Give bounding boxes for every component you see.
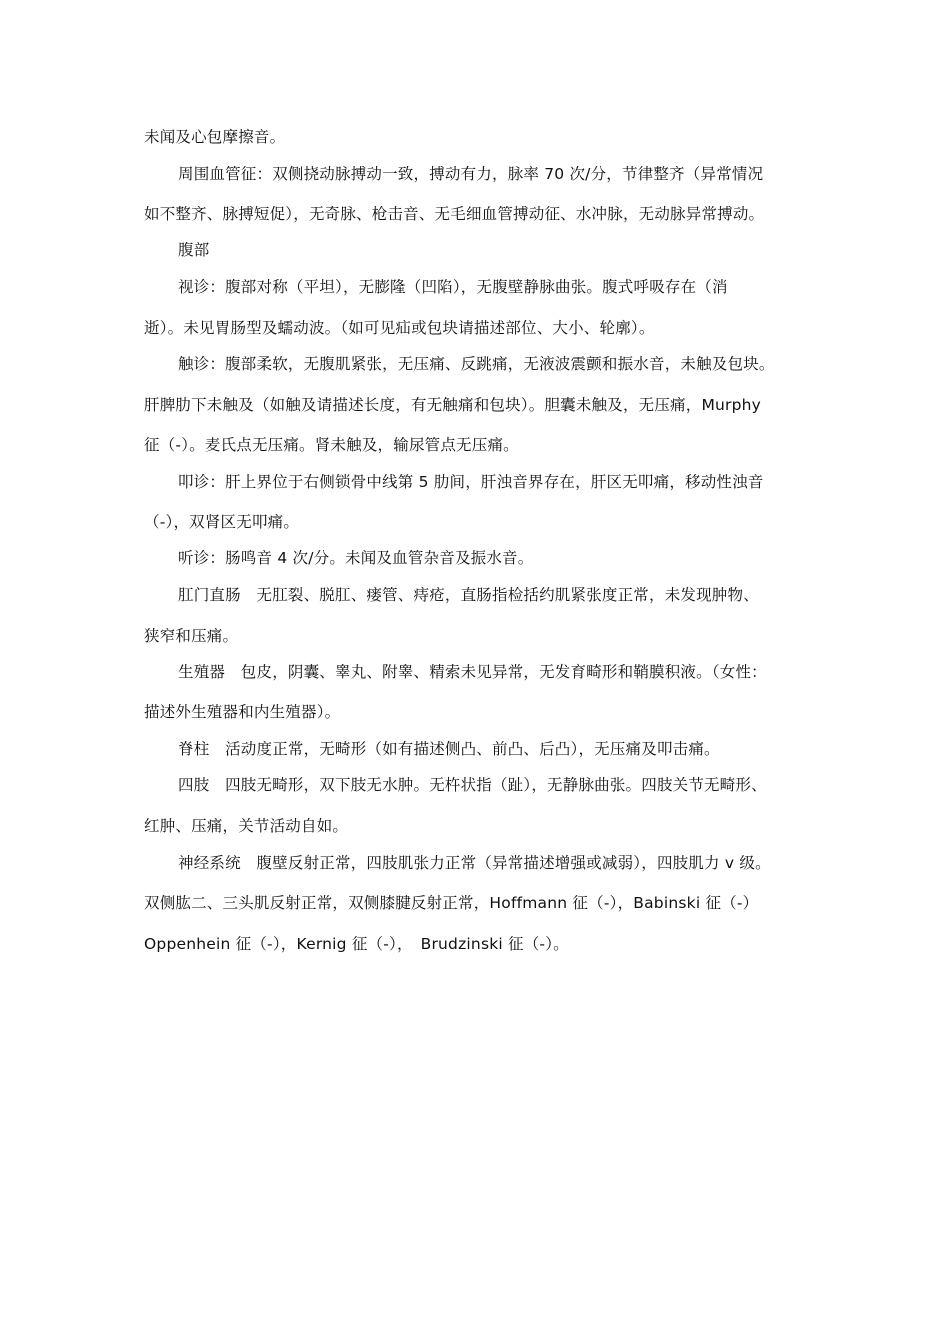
text-line-22: Oppenhein 征（-），Kernig 征（-）， Brudzinski 征（-）。 xyxy=(144,935,569,953)
text-line-8: 肝脾肋下未触及（如触及请描述长度，有无触痛和包块）。胆囊未触及，无压痛，Murphy xyxy=(144,396,762,414)
text-line-21: 双侧肱二、三头肌反射正常，双侧膝腱反射正常，Hoffmann 征（-），Babinski 征（-） xyxy=(144,894,759,912)
text-line-3: 如不整齐、脉搏短促），无奇脉、枪击音、无毛细血管搏动征、水冲脉，无动脉异常搏动。 xyxy=(144,205,765,223)
text-line-9: 征（-）。麦氏点无压痛。肾未触及，输尿管点无压痛。 xyxy=(144,436,519,454)
text-line-14: 狭窄和压痛。 xyxy=(144,627,239,645)
text-line-17: 脊柱 活动度正常，无畸形（如有描述侧凸、前凸、后凸），无压痛及叩击痛。 xyxy=(178,740,720,758)
text-line-19: 红肿、压痛，关节活动自如。 xyxy=(144,817,349,835)
text-line-12: 听诊：肠鸣音 4 次/分。未闻及血管杂音及振水音。 xyxy=(178,549,534,567)
text-line-18: 四肢 四肢无畸形，双下肢无水肿。无杵状指（趾），无静脉曲张。四肢关节无畸形、 xyxy=(178,776,767,794)
text-line-5: 视诊：腹部对称（平坦），无膨隆（凹陷），无腹壁静脉曲张。腹式呼吸存在（消 xyxy=(178,278,728,296)
text-line-16: 描述外生殖器和内生殖器）。 xyxy=(144,703,341,721)
text-line-2: 周围血管征：双侧挠动脉搏动一致，搏动有力，脉率 70 次/分，节律整齐（异常情况 xyxy=(178,165,764,183)
text-line-20: 神经系统 腹壁反射正常，四肢肌张力正常（异常描述增强或减弱），四肢肌力 v 级。 xyxy=(178,854,771,872)
section-heading-abdomen: 腹部 xyxy=(178,241,210,259)
text-line-11: （-），双肾区无叩痛。 xyxy=(144,513,300,531)
text-line-15: 生殖器 包皮，阴囊、睾丸、附睾、精索未见异常，无发育畸形和鞘膜积液。（女性： xyxy=(178,663,767,681)
text-line-10: 叩诊：肝上界位于右侧锁骨中线第 5 肋间，肝浊音界存在，肝区无叩痛，移动性浊音 xyxy=(178,473,764,491)
text-line-1: 未闻及心包摩擦音。 xyxy=(144,128,286,146)
text-line-13: 肛门直肠 无肛裂、脱肛、瘘管、痔疮，直肠指检括约肌紧张度正常，未发现肿物、 xyxy=(178,586,759,604)
text-line-7: 触诊：腹部柔软，无腹肌紧张，无压痛、反跳痛，无液波震颤和振水音，未触及包块。 xyxy=(178,355,775,373)
text-line-6: 逝）。未见胃肠型及蠕动波。（如可见疝或包块请描述部位、大小、轮廓）。 xyxy=(144,319,655,337)
